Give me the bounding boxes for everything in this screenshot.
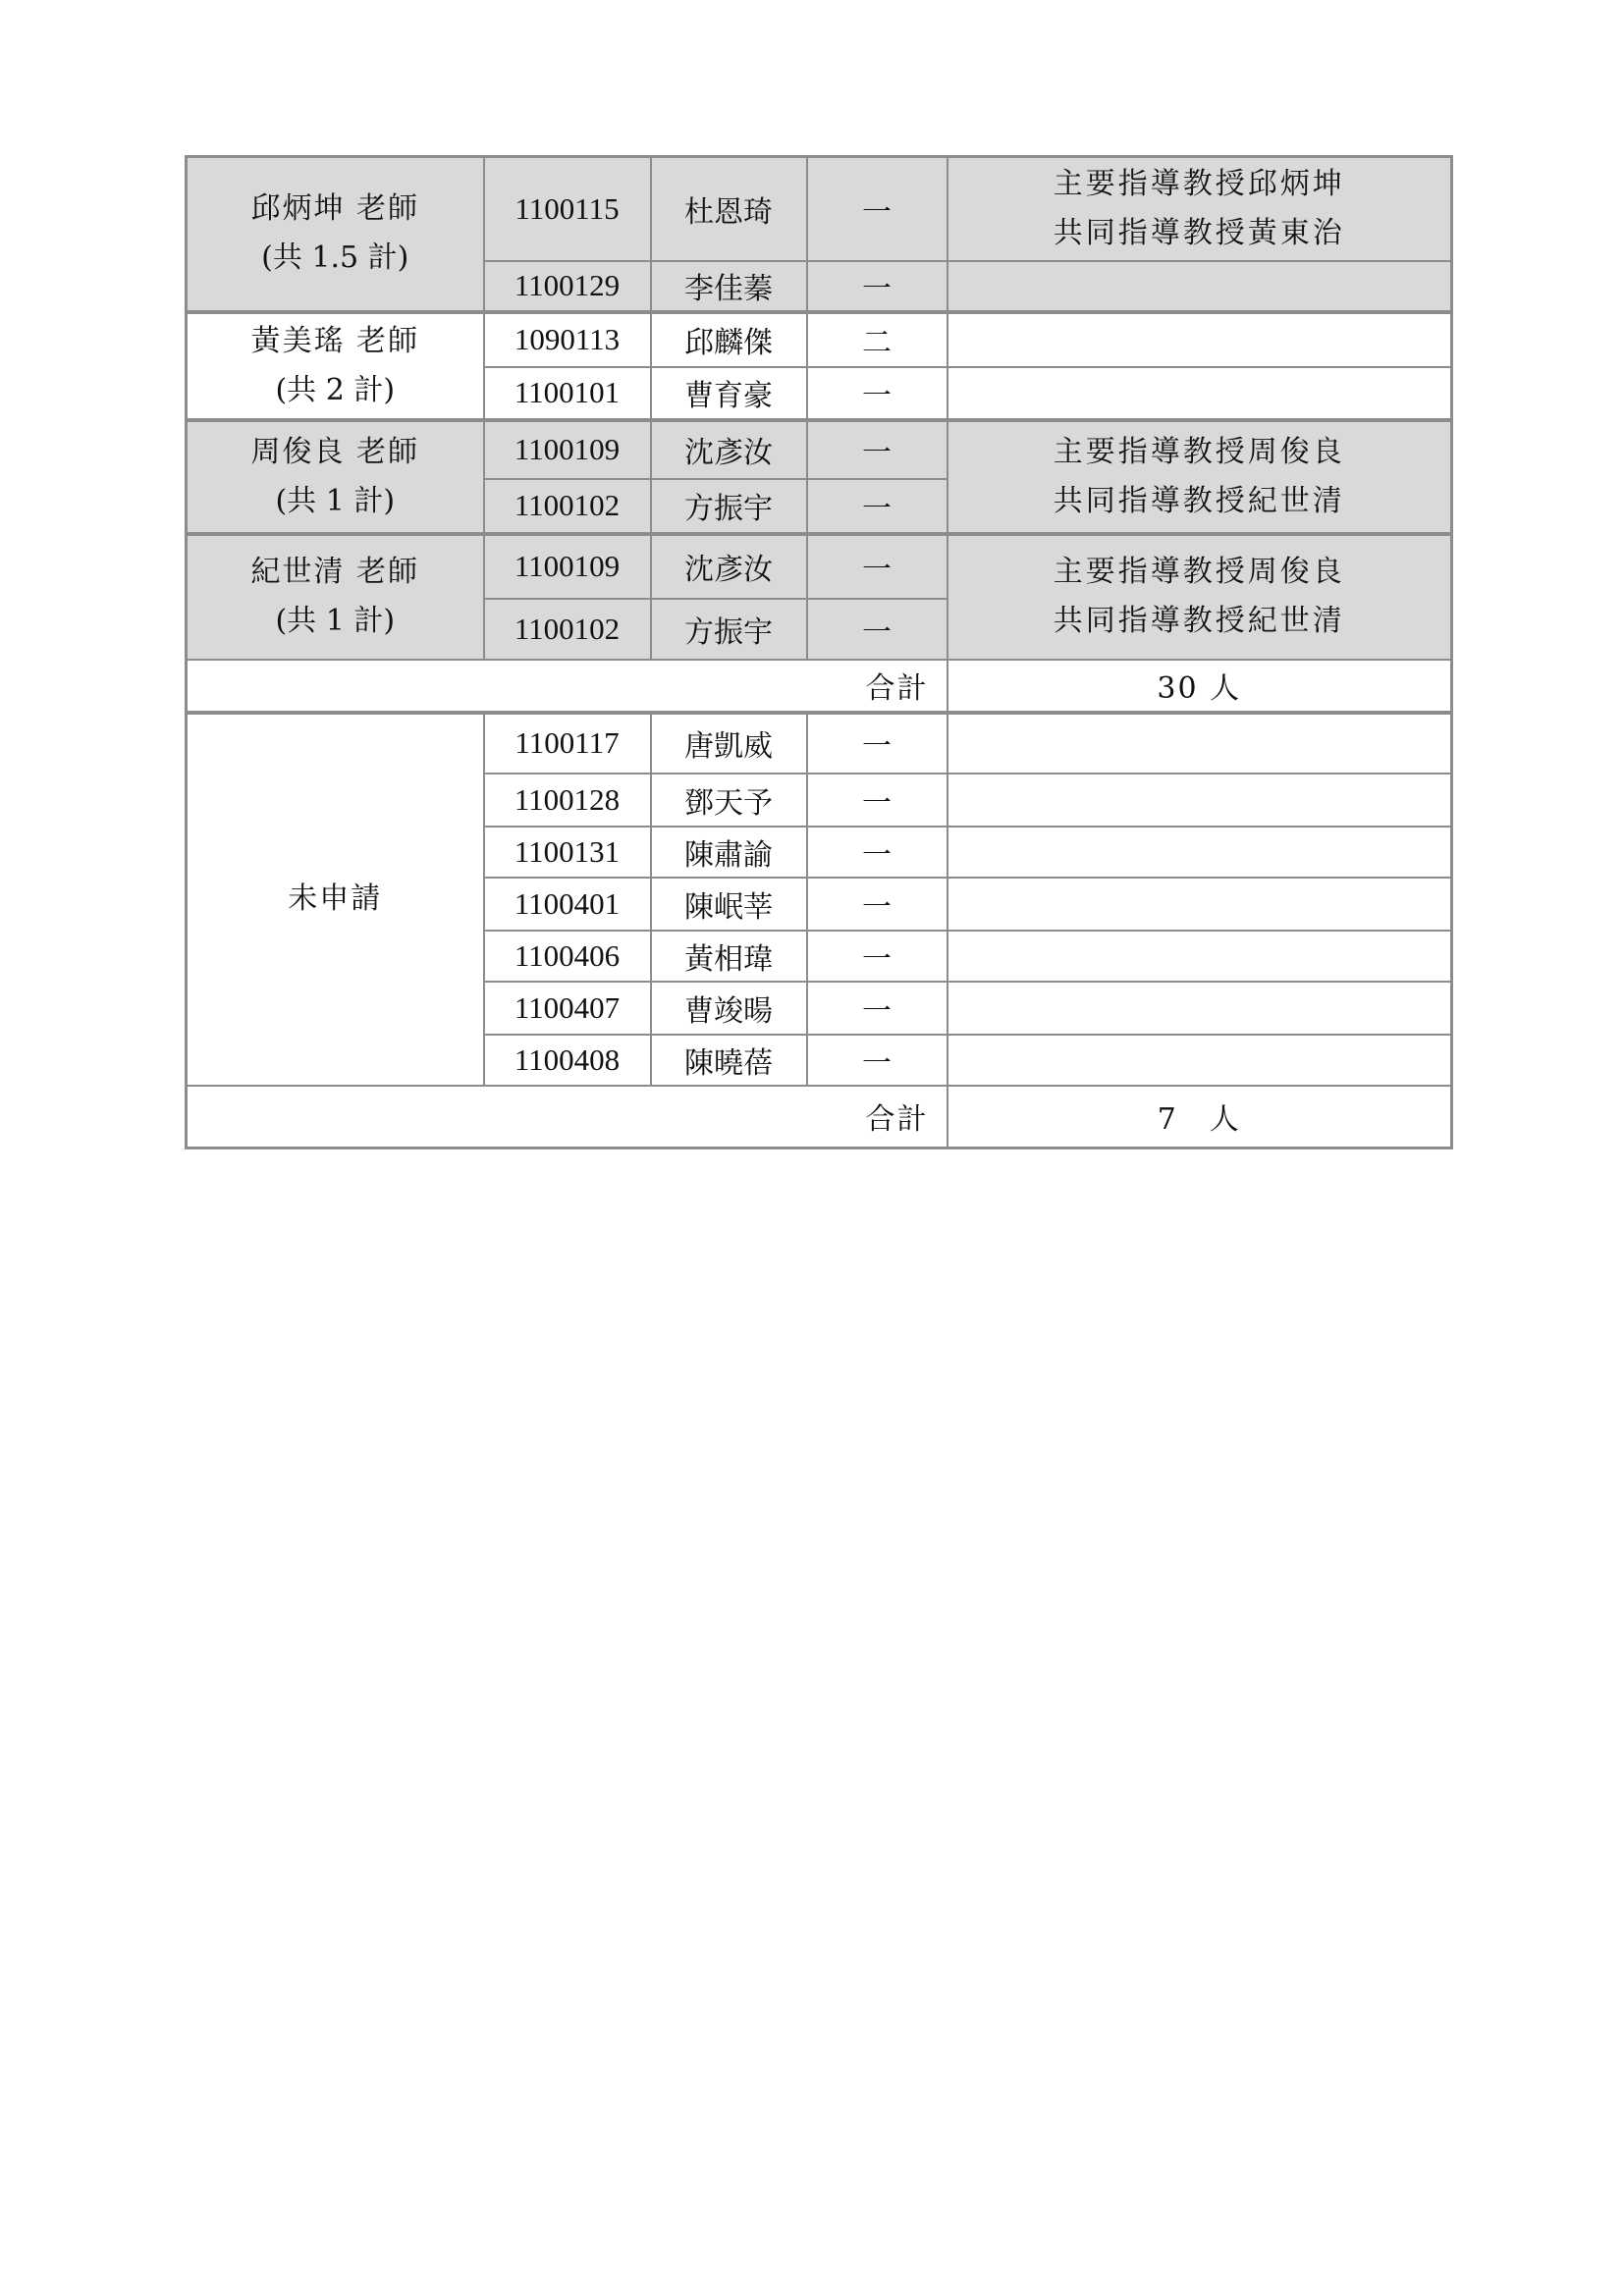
student-name: 方振宇 [651, 599, 807, 660]
student-id: 1100406 [484, 931, 651, 982]
note-line: 共同指導教授紀世清 [1053, 483, 1345, 518]
student-name: 唐凱威 [651, 713, 807, 774]
student-name: 李佳蓁 [651, 261, 807, 312]
subtotal-row [187, 660, 1452, 713]
advisor-count: (共 1.5 計) [261, 240, 409, 276]
student-grade: 一 [807, 878, 947, 931]
student-name: 杜恩琦 [651, 157, 807, 261]
student-name: 曹育豪 [651, 367, 807, 420]
advisor-cell [187, 420, 484, 534]
note-cell [947, 1035, 1452, 1086]
subtotal-label: 合計 [187, 660, 947, 713]
table-row [187, 420, 1452, 479]
student-name: 陳肅諭 [651, 827, 807, 878]
student-id: 1100102 [484, 479, 651, 534]
student-id: 1100117 [484, 713, 651, 774]
student-grade: 一 [807, 479, 947, 534]
note-cell [947, 312, 1452, 367]
table-row [187, 713, 1452, 774]
note-line: 主要指導教授周俊良 [1053, 434, 1345, 469]
advisor-cell [187, 534, 484, 660]
student-name: 方振宇 [651, 479, 807, 534]
student-id: 1100131 [484, 827, 651, 878]
unapplied-label-text: 未申請 [288, 881, 383, 916]
note-cell [947, 713, 1452, 774]
note-cell [947, 827, 1452, 878]
advisor-name: 紀世清 老師 [250, 555, 420, 589]
student-name: 沈彥汝 [651, 420, 807, 479]
student-grade: 一 [807, 1035, 947, 1086]
advisor-name: 邱炳坤 老師 [250, 191, 420, 227]
advisor-assignment-table [185, 155, 1453, 1149]
student-grade: 二 [807, 312, 947, 367]
note-cell [947, 878, 1452, 931]
student-grade: 一 [807, 261, 947, 312]
note-cell [947, 367, 1452, 420]
student-id: 1100408 [484, 1035, 651, 1086]
student-name: 黃相瑋 [651, 931, 807, 982]
note-line: 共同指導教授紀世清 [1053, 604, 1345, 638]
student-grade: 一 [807, 367, 947, 420]
note-cell [947, 420, 1452, 534]
student-grade: 一 [807, 827, 947, 878]
note-cell [947, 534, 1452, 660]
student-id: 1100109 [484, 420, 651, 479]
note-cell [947, 982, 1452, 1035]
total-row [187, 1086, 1452, 1148]
student-grade: 一 [807, 713, 947, 774]
student-id: 1100407 [484, 982, 651, 1035]
student-grade: 一 [807, 534, 947, 599]
advisor-name: 周俊良 老師 [250, 434, 420, 469]
student-name: 邱麟傑 [651, 312, 807, 367]
note-line: 主要指導教授周俊良 [1053, 555, 1345, 589]
student-grade: 一 [807, 931, 947, 982]
student-id: 1100129 [484, 261, 651, 312]
student-name: 陳曉蓓 [651, 1035, 807, 1086]
advisor-cell [187, 157, 484, 312]
table-row [187, 534, 1452, 599]
table-row [187, 312, 1452, 367]
note-cell [947, 931, 1452, 982]
student-name: 沈彥汝 [651, 534, 807, 599]
note-line: 主要指導教授邱炳坤 [1053, 166, 1345, 201]
advisor-name: 黃美瑤 老師 [250, 323, 420, 358]
advisor-cell [187, 312, 484, 420]
student-grade: 一 [807, 982, 947, 1035]
student-grade: 一 [807, 420, 947, 479]
note-cell [947, 157, 1452, 261]
note-cell [947, 261, 1452, 312]
student-grade: 一 [807, 157, 947, 261]
unapplied-label [187, 713, 484, 1086]
student-grade: 一 [807, 599, 947, 660]
student-name: 曹竣暘 [651, 982, 807, 1035]
total-value: 7 人 [947, 1086, 1452, 1148]
student-name: 鄧天予 [651, 774, 807, 827]
advisor-count: (共 1 計) [275, 604, 396, 638]
student-id: 1100109 [484, 534, 651, 599]
table-row [187, 157, 1452, 261]
student-name: 陳岷莘 [651, 878, 807, 931]
note-line: 共同指導教授黃東治 [1053, 215, 1345, 250]
student-id: 1100401 [484, 878, 651, 931]
student-id: 1100115 [484, 157, 651, 261]
student-id: 1100128 [484, 774, 651, 827]
student-id: 1100102 [484, 599, 651, 660]
note-cell [947, 774, 1452, 827]
total-label: 合計 [187, 1086, 947, 1148]
advisor-count: (共 2 計) [275, 372, 396, 407]
advisor-count: (共 1 計) [275, 483, 396, 518]
student-id: 1090113 [484, 312, 651, 367]
subtotal-value: 30 人 [947, 660, 1452, 713]
student-grade: 一 [807, 774, 947, 827]
student-id: 1100101 [484, 367, 651, 420]
